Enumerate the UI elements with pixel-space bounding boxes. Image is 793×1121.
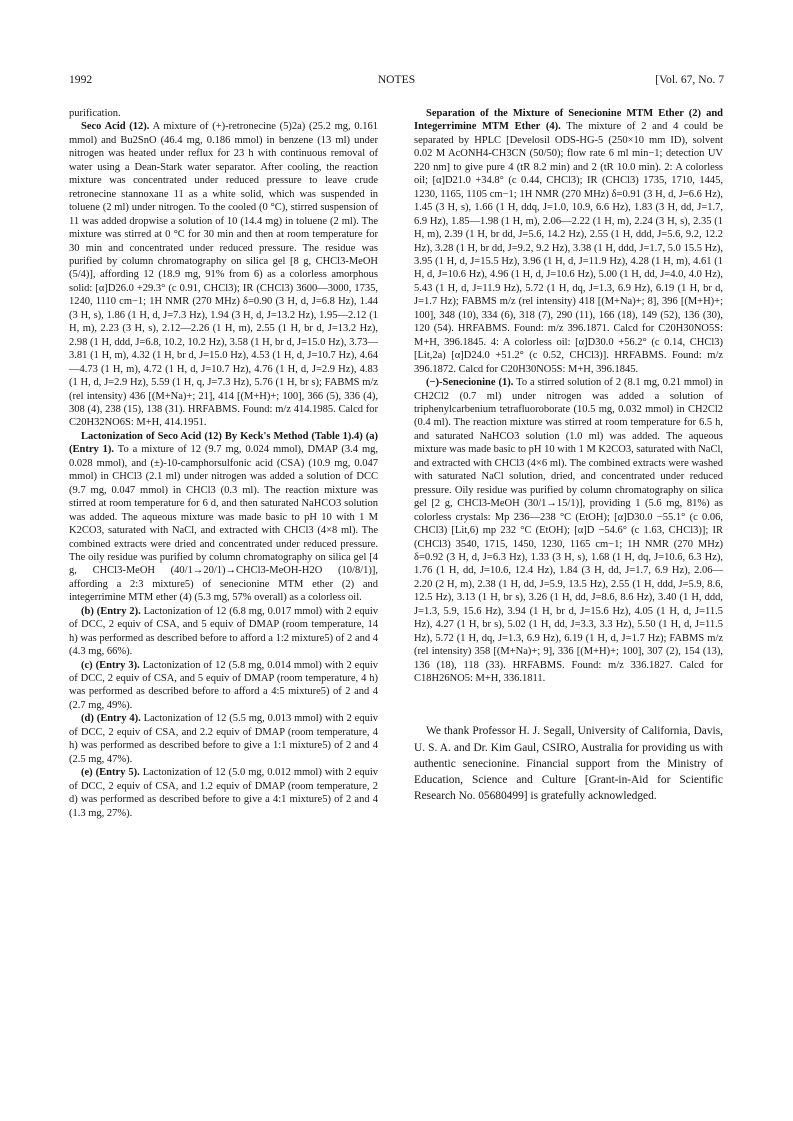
right-column (414, 107, 723, 805)
left-column (69, 107, 378, 820)
paragraph-entry-4 (69, 712, 378, 766)
paragraph-purification: purification. (69, 108, 121, 119)
paragraph-senecionine (414, 376, 723, 685)
paragraph-separation (414, 107, 723, 376)
paragraph-seco-acid (69, 120, 378, 429)
paragraph-entry-3 (69, 659, 378, 713)
entry-2-text: Lactonization of 12 (6.8 mg, 0.017 mmol) with 2 equiv of DCC, 2 equiv of CSA, and 5 equiv of DMAP (room temperature, 14 h) was performed as described before to afford a 1:2 mixture5) of 2 and 4 (4.3 mg, 66%). (69, 605, 379, 658)
entry-4-text: Lactonization of 12 (5.5 mg, 0.013 mmol) with 2 equiv of DCC, 2 equiv of CSA, and 2.2 equiv of DMAP (room temperature, 4 h) was performed as described before to give a 1:1 mixture5) of 2 and 4 (2.5 mg, 47%). (69, 713, 379, 765)
seco-acid-text: A mixture of (+)-retronecine (5)2a) (25.2 mg, 0.161 mmol) and Bu2SnO (46.4 mg, 0.186 mmol) in benzene (13 ml) under nitrogen was heated under reflux for 23 h with continuous removal of water using a Dean-Stark water separator. After cooling, the reaction mixture was concentrated under reduced pressure to leave crude retronecine stannoxane 11 as a white solid, which was suspended in toluene (2 ml) under nitrogen. To the cooled (0 °C), stirred suspension of 11 was added dropwise a solution of 10 (14.4 mg) in toluene (2 ml). The mixture was stirred at 0 °C for 30 min and then at room temperature for 30 min and concentrated under reduced pressure. The residue was purified by column chromatography on silica gel [8 g, CHCl3-MeOH (5/4)], affording 12 (18.9 mg, 91% from 6) as a colorless amorphous solid: [α]D26.0 +29.3° (c 0.91, CHCl3); IR (CHCl3) 3600—3000, 1735, 1240, 1110 cm−1; 1H NMR (270 MHz) δ=0.90 (3 H, d, J=6.8 Hz), 1.44 (3 H, s), 1.86 (1 H, d, J=7.3 Hz), 1.94 (3 H, d, J=13.2 Hz), 1.95—2.12 (1 H, m), 2.23 (3 H, s), 2.12—2.26 (1 H, m), 2.55 (1 H, br d, J=13.2 Hz), 2.98 (1 H, ddd, J=6.8, 10.2, 10.2 Hz), 3.58 (1 H, br d, J=15.0 Hz), 3.73—3.81 (1 H, m), 4.32 (1 H, br d, J=15.0 Hz), 4.53 (1 H, d, J=10.7 Hz), 4.64—4.73 (1 H, m), 4.72 (1 H, d, J=10.7 Hz), 4.76 (1 H, d, J=2.9 Hz), 4.83 (1 H, d, J=2.9 Hz), 5.59 (1 H, q, J=7.3 Hz), 5.76 (1 H, br s); FABMS m/z (rel intensity) 436 [(M+Na)+; 21], 414 [(M+H)+; 100], 366 (5), 336 (4), 308 (4), 238 (15), 138 (31). HRFABMS. Found: m/z 414.1985. Calcd for C20H32NO6S: M+H, 414.1951. (69, 121, 379, 429)
entry-3-text: Lactonization of 12 (5.8 mg, 0.014 mmol) with 2 equiv of DCC, 2 equiv of CSA, and 5 equiv of DMAP (room temperature, 4 h) was performed as described before to afford a 4:5 mixture5) of 2 and 4 (2.7 mg, 49%). (69, 659, 378, 711)
entry-1-text: To a mixture of 12 (9.7 mg, 0.024 mmol), DMAP (3.4 mg, 0.028 mmol), and (±)-10-camphorsulfonic acid (CSA) (10.9 mg, 0.047 mmol) in CHCl3 (2.1 ml) under nitrogen was added a solution of DCC (9.7 mg, 0.047 mmol) in CHCl3 (0.3 ml). The reaction mixture was stirred at room temperature for 6 d, and then saturated NaHCO3 solution was added. The aqueous mixture was made basic to pH 10 with 1 M K2CO3, saturated with NaCl, and extracted with CHCl3 (4×8 ml). The combined extracts were dried and concentrated under reduced pressure. The oily residue was purified by column chromatography on silica gel [4 g, CHCl3-MeOH (40/1→20/1)→CHCl3-MeOH-H2O (10/8/1)], affording a 2:3 mixture5) of senecionine MTM ether (2) and integerrimine MTM ether (4) (5.3 mg, 57% overall) as a colorless oil. (69, 444, 379, 604)
heading-lactonization: Lactonization of Seco Acid (12) By Keck's Method (Table 1).4) (81, 430, 363, 442)
heading-entry-2: (b) (Entry 2). (81, 605, 141, 617)
heading-entry-1: (a) (Entry 1). (69, 430, 378, 456)
heading-seco-acid: Seco Acid (12). (81, 121, 150, 133)
heading-senecionine: (−)-Senecionine (1). (426, 377, 514, 389)
senecionine-text: To a stirred solution of 2 (8.1 mg, 0.21 mmol) in CH2Cl2 (0.7 ml) under nitrogen was added a solution of triphenylcarbenium tetrafluoroborate (10.5 mg, 0.032 mmol) in CH2Cl2 (0.4 ml). The reaction mixture was stirred at room temperature for 6.5 h, and saturated NaHCO3 solution (1.0 ml) was added. The aqueous mixture was made basic to pH 10 with 1 M K2CO3, saturated with NaCl, and extracted with CHCl3 (4×6 ml). The combined extracts were washed with saturated NaCl solution, dried, and concentrated under reduced pressure. Oily residue was purified by column chromatography on silica gel [2 g, CHCl3-MeOH (30/1→15/1)], providing 1 (5.6 mg, 81%) as colorless crystals: Mp 236—238 °C (EtOH); [α]D30.0 −55.1° (c 0.06, CHCl3) [Lit,6) mp 232 °C (EtOH); [α]D −54.6° (c 1.63, CHCl3)]; IR (CHCl3) 3540, 1715, 1450, 1230, 1165 cm−1; 1H NMR (270 MHz) δ=0.92 (3 H, d, J=6.3 Hz), 1.33 (3 H, s), 1.68 (1 H, dq, J=10.6, 6.3 Hz), 1.76 (1 H, dd, J=10.6, 12.4 Hz), 1.84 (3 H, dd, J=1.7, 6.9 Hz), 2.06—2.20 (2 H, m), 2.38 (1 H, dd, J=5.9, 13.5 Hz), 2.55 (1 H, ddd, J=5.9, 8.6, 12.5 Hz), 3.13 (1 H, br s), 3.26 (1 H, dd, J=8.6, 8.6 Hz), 3.40 (1 H, ddd, J=1.3, 5.9, 15.6 Hz), 3.94 (1 H, br d, J=15.6 Hz), 4.05 (1 H, d, J=11.5 Hz), 4.27 (1 H, br s), 5.02 (1 H, dd, J=3.3, 3.3 Hz), 5.50 (1 H, d, J=11.5 Hz), 5.72 (1 H, dq, J=1.3, 6.9 Hz), 6.19 (1 H, d, J=1.7 Hz); FABMS m/z (rel intensity) 358 [(M+Na)+; 9], 336 [(M+H)+; 100], 307 (2), 154 (13), 136 (18), 118 (33). HRFABMS. Found: m/z 336.1827. Calcd for C18H26NO5: M+H, 336.1811. (414, 377, 723, 685)
heading-separation: Separation of the Mixture of Senecionine MTM Ether (2) and Integerrimine MTM Ether (4). (414, 108, 723, 133)
paragraph-entry-5 (69, 766, 378, 820)
paragraph-entry-2 (69, 605, 378, 659)
heading-entry-3: (c) (Entry 3). (81, 659, 140, 671)
page-number: 1992 (69, 73, 93, 86)
paragraph-entry-1 (69, 430, 378, 605)
heading-entry-4: (d) (Entry 4). (81, 713, 141, 725)
acknowledgment: We thank Professor H. J. Segall, University of California, Davis, U. S. A. and Dr. Kim Gaul, CSIRO, Australia for providing us with authentic senecionine. Financial support from the Ministry of Education, Science and Culture [Grant-in-Aid for Scientific Research No. 05680499] is gratefully acknowledged. (414, 725, 723, 803)
heading-entry-5: (e) (Entry 5). (81, 767, 140, 779)
entry-5-text: Lactonization of 12 (5.0 mg, 0.012 mmol) with 2 equiv of DCC, 2 equiv of CSA, and 1.2 equiv of DMAP (room temperature, 2 d) was performed as described before to give a 4:1 mixture5) of 2 and 4 (1.3 mg, 27%). (69, 767, 378, 819)
running-header (69, 73, 724, 89)
separation-text: The mixture of 2 and 4 could be separated by HPLC [Develosil ODS-HG-5 (250×10 mm ID), solvent 0.02 M AcONH4-CH3CN (50/50); flow rate 6 ml min−1; detection UV 220 nm] to give pure 4 (tR 8.2 min) and 2 (tR 10.0 min). 2: A colorless oil; [α]D21.0 +34.8° (c 0.44, CHCl3); IR (CHCl3) 1735, 1710, 1445, 1230, 1165, 1105 cm−1; 1H NMR (270 MHz) δ=0.91 (3 H, d, J=6.6 Hz), 1.45 (3 H, s), 1.66 (1 H, ddq, J=1.0, 10.9, 6.6 Hz), 1.83 (3 H, dd, J=1.7, 6.9 Hz), 1.85—1.98 (1 H, m), 2.06—2.22 (1 H, m), 2.24 (3 H, s), 2.35 (1 H, m), 2.39 (1 H, br dd, J=5.6, 14.2 Hz), 2.55 (1 H, ddd, J=5.6, 9.2, 12.2 Hz), 3.28 (1 H, br dd, J=9.2, 9.2 Hz), 3.38 (1 H, ddd, J=1.7, 5.0 15.5 Hz), 3.95 (1 H, d, J=15.5 Hz), 3.96 (1 H, d, J=11.9 Hz), 4.28 (1 H, m), 4.61 (1 H, d, J=10.6 Hz), 4.96 (1 H, d, J=10.6 Hz), 5.00 (1 H, dd, J=4.0, 4.0 Hz), 5.43 (1 H, d, J=11.9 Hz), 5.72 (1 H, dq, J=1.3, 6.9 Hz), 6.19 (1 H, br d, J=1.7 Hz); FABMS m/z (rel intensity) 418 [(M+Na)+; 8], 396 [(M+H)+; 100], 348 (10), 334 (6), 318 (7), 290 (11), 166 (18), 149 (52), 136 (30), 120 (54). HRFABMS. Found: m/z 396.1871. Calcd for C20H30NO5S: M+H, 396.1845. 4: A colorless oil: [α]D30.0 +56.2° (c 0.14, CHCl3) [Lit,2a) [α]D24.0 +51.2° (c 0.52, CHCl3)]. HRFABMS. Found: m/z 396.1872. Calcd for C20H30NO5S: M+H, 396.1845. (414, 121, 724, 375)
volume-info: [Vol. 67, No. 7 (655, 73, 724, 86)
section-title: NOTES (377, 73, 416, 86)
